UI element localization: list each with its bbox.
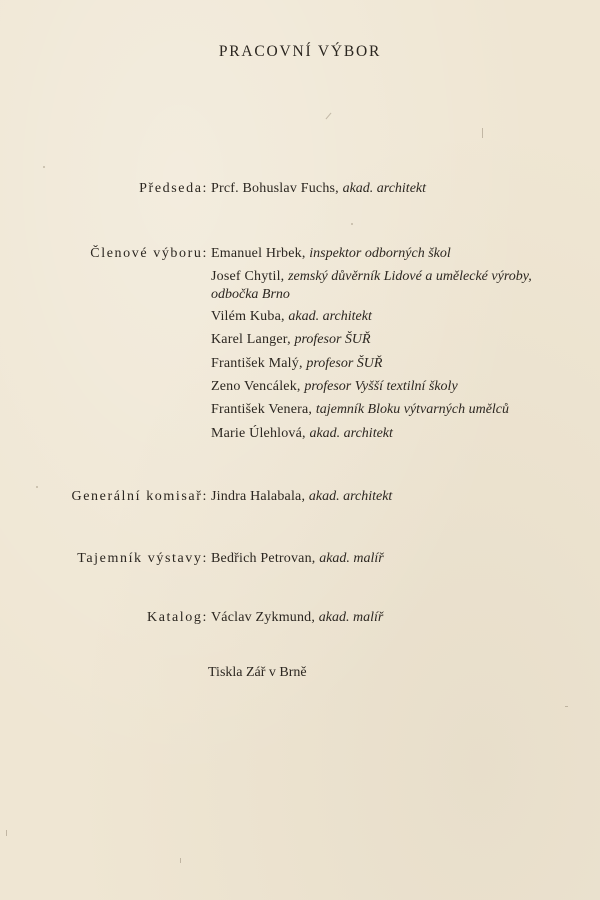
row-label: Členové výboru: (90, 246, 208, 261)
member-name: František Venera, (211, 402, 316, 417)
member-role: akad. malíř (318, 610, 384, 625)
paper-mark (180, 858, 181, 863)
committee-row-members (0, 243, 600, 265)
member-name: Emanuel Hrbek, (211, 246, 310, 261)
member-role: inspektor odborných škol (309, 246, 451, 261)
paper-mark (351, 223, 353, 225)
committee-row-commissioner (0, 486, 600, 508)
member-name: Bedřich Petrovan, (211, 551, 320, 566)
row-label: Generální komisař: (71, 489, 208, 504)
member-role: akad. architekt (308, 489, 393, 504)
paper-mark (6, 830, 7, 836)
member-role: odbočka Brno (211, 287, 290, 302)
row-value (211, 607, 383, 629)
row-label: Předseda: (139, 181, 208, 196)
row-value (211, 376, 458, 398)
member-role: akad. architekt (342, 181, 427, 196)
member-row (0, 399, 600, 421)
page-title: PRACOVNÍ VÝBOR (218, 43, 382, 60)
member-role: akad. architekt (288, 309, 372, 324)
member-role: zemský důvěrník Lidové a umělecké výroby, (288, 269, 532, 284)
committee-row-secretary (0, 548, 600, 570)
row-value (211, 243, 451, 265)
member-role: profesor ŠUŘ (306, 356, 383, 371)
paper-mark (36, 486, 38, 488)
member-role: tajemník Bloku výtvarných umělců (315, 402, 510, 417)
committee-row-chairman (0, 178, 600, 200)
row-label: Tajemník výstavy: (77, 551, 208, 566)
member-name: Václav Zykmund, (211, 610, 319, 625)
member-role: profesor Vyšší textilní školy (304, 379, 458, 394)
member-name: Vilém Kuba, (211, 309, 289, 324)
row-value (211, 329, 371, 351)
row-value (211, 399, 509, 421)
paper-mark (482, 128, 483, 138)
member-row (0, 306, 600, 328)
member-row (0, 376, 600, 398)
member-name: František Malý, (211, 356, 307, 371)
member-role: akad. architekt (309, 426, 393, 441)
paper-mark (565, 706, 568, 707)
row-value (211, 423, 393, 445)
committee-row-catalog (0, 607, 600, 629)
row-value (211, 486, 392, 508)
row-value (211, 178, 426, 200)
printer-imprint: Tiskla Zář v Brně (208, 665, 307, 680)
member-row-continuation (0, 284, 600, 306)
member-name: Karel Langer, (211, 332, 295, 347)
member-name: Marie Úlehlová, (211, 426, 310, 441)
member-role: akad. malíř (319, 551, 384, 566)
member-name: Jindra Halabala, (211, 489, 309, 504)
member-name: Zeno Vencálek, (211, 379, 305, 394)
paper-mark (326, 113, 332, 120)
row-value (211, 284, 290, 306)
member-role: profesor ŠUŘ (294, 332, 371, 347)
row-value (211, 548, 384, 570)
member-row (0, 423, 600, 445)
row-value (211, 353, 382, 375)
paper-mark (43, 166, 45, 168)
member-row (0, 329, 600, 351)
row-value (211, 306, 372, 328)
member-name: Prcf. Bohuslav Fuchs, (211, 181, 343, 196)
member-name: Josef Chytil, (211, 269, 289, 284)
member-row (0, 353, 600, 375)
row-label: Katalog: (146, 610, 208, 625)
